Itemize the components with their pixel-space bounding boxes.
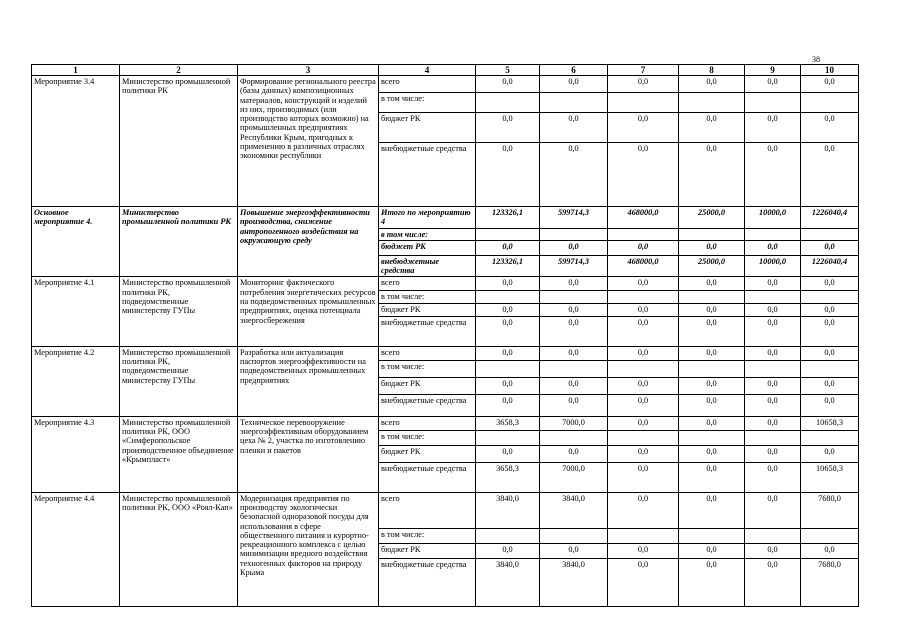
executor-cell: Министерство промышленной политики РК [120, 207, 238, 277]
amount-cell: 0,0 [476, 240, 540, 255]
amount-cell: 0,0 [608, 277, 679, 291]
amount-cell: 0,0 [745, 492, 801, 528]
amount-cell [801, 360, 859, 377]
funding-source: бюджет РК [379, 304, 476, 316]
description-cell: Разработка или актуализация паспортов энергоэффективности на подведомственных промышленных предприятиях [238, 346, 379, 416]
amount-cell: 0,0 [540, 377, 608, 394]
col-header: 7 [608, 65, 679, 76]
funding-source: бюджет РК [379, 543, 476, 558]
funding-source: бюджет РК [379, 240, 476, 255]
amount-cell [540, 430, 608, 445]
amount-cell: 7680,0 [801, 492, 859, 528]
table-row [32, 346, 859, 360]
executor-cell: Министерство промышленной политики РК, подведомственные министерству ГУПы [120, 277, 238, 346]
amount-cell [608, 291, 679, 304]
amount-cell: 0,0 [540, 346, 608, 360]
amount-cell: 0,0 [679, 558, 745, 606]
amount-cell: 0,0 [745, 543, 801, 558]
amount-cell: 0,0 [476, 445, 540, 462]
amount-cell: 0,0 [745, 416, 801, 430]
description-cell: Модернизация предприятия по производству экологически безопасной одноразовой посуды для использования в сфере общественного питания и курортно-рекреационного комплекса с целью минимизации вредного воздействия техногенных факторов на природу Крыма [238, 492, 379, 606]
description-cell: Формирование регионального реестра (базы данных) композиционных материалов, конструкций и изделий из них, производимых (или производство которых возможно) на промышленных предприятиях Республики Крым, пригодных к применению в различных отраслях экономики республики [238, 76, 379, 207]
amount-cell: 0,0 [679, 462, 745, 492]
funding-source: внебюджетные средства [379, 558, 476, 606]
amount-cell: 3840,0 [476, 492, 540, 528]
activity-name: Мероприятие 4.1 [32, 277, 120, 346]
executor-cell: Министерство промышленной политики РК [120, 76, 238, 207]
amount-cell [745, 93, 801, 113]
table-row [32, 277, 859, 291]
amount-cell [801, 430, 859, 445]
amount-cell: 0,0 [679, 492, 745, 528]
amount-cell: 0,0 [745, 143, 801, 207]
amount-cell: 123326,1 [476, 255, 540, 277]
amount-cell: 0,0 [801, 76, 859, 93]
funding-source: всего [379, 277, 476, 291]
amount-cell: 0,0 [540, 240, 608, 255]
funding-source: в том числе: [379, 528, 476, 543]
amount-cell: 10000,0 [745, 207, 801, 229]
amount-cell [608, 360, 679, 377]
header-row [32, 65, 859, 76]
amount-cell: 0,0 [745, 316, 801, 346]
amount-cell: 0,0 [801, 240, 859, 255]
col-header: 6 [540, 65, 608, 76]
amount-cell: 0,0 [608, 558, 679, 606]
amount-cell: 0,0 [745, 462, 801, 492]
amount-cell: 3840,0 [540, 558, 608, 606]
amount-cell [540, 528, 608, 543]
table-row [32, 492, 859, 528]
amount-cell: 0,0 [476, 143, 540, 207]
funding-source: в том числе: [379, 291, 476, 304]
amount-cell: 0,0 [608, 377, 679, 394]
amount-cell: 0,0 [679, 143, 745, 207]
col-header: 3 [238, 65, 379, 76]
amount-cell: 0,0 [745, 304, 801, 316]
amount-cell: 0,0 [608, 304, 679, 316]
amount-cell [679, 93, 745, 113]
amount-cell [679, 360, 745, 377]
amount-cell: 0,0 [801, 394, 859, 416]
amount-cell [476, 528, 540, 543]
amount-cell: 0,0 [540, 277, 608, 291]
amount-cell [608, 430, 679, 445]
amount-cell: 0,0 [679, 304, 745, 316]
amount-cell: 10658,3 [801, 416, 859, 430]
amount-cell: 0,0 [476, 377, 540, 394]
amount-cell: 0,0 [679, 277, 745, 291]
amount-cell: 0,0 [608, 492, 679, 528]
amount-cell: 10658,3 [801, 462, 859, 492]
amount-cell: 0,0 [608, 543, 679, 558]
amount-cell: 0,0 [679, 377, 745, 394]
amount-cell: 1226040,4 [801, 207, 859, 229]
amount-cell [801, 228, 859, 240]
amount-cell: 0,0 [476, 277, 540, 291]
col-header: 2 [120, 65, 238, 76]
col-header: 10 [801, 65, 859, 76]
funding-source: внебюджетные средства [379, 143, 476, 207]
amount-cell: 0,0 [745, 377, 801, 394]
activity-name: Мероприятие 3.4 [32, 76, 120, 207]
amount-cell: 0,0 [540, 394, 608, 416]
funding-source: всего [379, 346, 476, 360]
amount-cell [801, 93, 859, 113]
amount-cell: 0,0 [476, 76, 540, 93]
amount-cell: 0,0 [540, 143, 608, 207]
amount-cell: 3840,0 [540, 492, 608, 528]
funding-source: внебюджетные средства [379, 255, 476, 277]
amount-cell [540, 228, 608, 240]
amount-cell: 0,0 [476, 113, 540, 143]
amount-cell: 0,0 [608, 416, 679, 430]
amount-cell [679, 528, 745, 543]
funding-source: бюджет РК [379, 377, 476, 394]
amount-cell: 0,0 [476, 316, 540, 346]
amount-cell [801, 528, 859, 543]
amount-cell: 0,0 [608, 316, 679, 346]
amount-cell [745, 360, 801, 377]
funding-source: в том числе: [379, 93, 476, 113]
amount-cell: 0,0 [801, 113, 859, 143]
amount-cell: 0,0 [540, 445, 608, 462]
amount-cell: 0,0 [679, 113, 745, 143]
amount-cell: 0,0 [745, 113, 801, 143]
funding-source: внебюджетные средства [379, 394, 476, 416]
amount-cell: 3840,0 [476, 558, 540, 606]
funding-source: в том числе: [379, 430, 476, 445]
amount-cell: 0,0 [476, 394, 540, 416]
amount-cell: 1226040,4 [801, 255, 859, 277]
amount-cell: 0,0 [679, 543, 745, 558]
amount-cell: 0,0 [801, 543, 859, 558]
amount-cell [540, 291, 608, 304]
amount-cell: 0,0 [745, 76, 801, 93]
amount-cell [476, 430, 540, 445]
funding-source: внебюджетные средства [379, 316, 476, 346]
page-number: 38 [812, 55, 820, 64]
amount-cell [745, 430, 801, 445]
amount-cell: 0,0 [540, 316, 608, 346]
amount-cell: 0,0 [801, 346, 859, 360]
amount-cell: 0,0 [540, 304, 608, 316]
funding-source: в том числе: [379, 360, 476, 377]
amount-cell: 0,0 [679, 240, 745, 255]
amount-cell: 3658,3 [476, 416, 540, 430]
funding-source: всего [379, 416, 476, 430]
amount-cell: 0,0 [608, 462, 679, 492]
amount-cell: 0,0 [540, 543, 608, 558]
amount-cell [608, 228, 679, 240]
amount-cell: 25000,0 [679, 207, 745, 229]
amount-cell: 7000,0 [540, 416, 608, 430]
amount-cell: 0,0 [801, 377, 859, 394]
amount-cell: 0,0 [801, 143, 859, 207]
activity-name: Мероприятие 4.2 [32, 346, 120, 416]
amount-cell: 0,0 [679, 416, 745, 430]
amount-cell: 0,0 [608, 76, 679, 93]
activity-name: Мероприятие 4.4 [32, 492, 120, 606]
funding-source: бюджет РК [379, 113, 476, 143]
amount-cell: 0,0 [608, 113, 679, 143]
amount-cell: 0,0 [608, 240, 679, 255]
funding-source: внебюджетные средства [379, 462, 476, 492]
amount-cell: 7680,0 [801, 558, 859, 606]
col-header: 1 [32, 65, 120, 76]
amount-cell [679, 291, 745, 304]
col-header: 8 [679, 65, 745, 76]
amount-cell [476, 291, 540, 304]
amount-cell: 3658,3 [476, 462, 540, 492]
amount-cell: 0,0 [476, 304, 540, 316]
col-header: 5 [476, 65, 540, 76]
funding-source: Итого по мероприятию 4 [379, 207, 476, 229]
amount-cell: 0,0 [745, 394, 801, 416]
amount-cell: 0,0 [679, 394, 745, 416]
amount-cell: 468000,0 [608, 255, 679, 277]
amount-cell: 7000,0 [540, 462, 608, 492]
amount-cell: 0,0 [608, 445, 679, 462]
description-cell: Мониторинг фактического потребления энергетических ресурсов на подведомственных промышленных предприятиях, оценка потенциала энергосбережения [238, 277, 379, 346]
funding-source: в том числе: [379, 228, 476, 240]
amount-cell: 0,0 [801, 316, 859, 346]
amount-cell [608, 528, 679, 543]
executor-cell: Министерство промышленной политики РК, подведомственные министерству ГУПы [120, 346, 238, 416]
amount-cell [540, 360, 608, 377]
table-row [32, 76, 859, 93]
amount-cell: 0,0 [745, 558, 801, 606]
amount-cell: 10000,0 [745, 255, 801, 277]
amount-cell: 0,0 [801, 277, 859, 291]
funding-source: всего [379, 492, 476, 528]
amount-cell: 0,0 [801, 445, 859, 462]
amount-cell: 0,0 [679, 76, 745, 93]
amount-cell [679, 228, 745, 240]
funding-source: бюджет РК [379, 445, 476, 462]
amount-cell: 0,0 [608, 394, 679, 416]
amount-cell [679, 430, 745, 445]
amount-cell: 0,0 [540, 76, 608, 93]
description-cell: Повышение энергоэффективности производства, снижение антропогенного воздействия на окружающую среду [238, 207, 379, 277]
amount-cell: 0,0 [476, 346, 540, 360]
funding-table [31, 64, 859, 607]
amount-cell: 123326,1 [476, 207, 540, 229]
funding-source: всего [379, 76, 476, 93]
executor-cell: Министерство промышленной политики РК, ООО «Симферопольское производственное объединение «Крымпласт» [120, 416, 238, 492]
table-row [32, 416, 859, 430]
amount-cell: 0,0 [745, 445, 801, 462]
amount-cell: 0,0 [679, 346, 745, 360]
amount-cell: 0,0 [745, 240, 801, 255]
amount-cell [476, 93, 540, 113]
amount-cell: 25000,0 [679, 255, 745, 277]
col-header: 4 [379, 65, 476, 76]
executor-cell: Министерство промышленной политики РК, ООО «Роял-Кап» [120, 492, 238, 606]
amount-cell: 0,0 [476, 543, 540, 558]
activity-name: Основное мероприятие 4. [32, 207, 120, 277]
activity-name: Мероприятие 4.3 [32, 416, 120, 492]
amount-cell: 0,0 [540, 113, 608, 143]
amount-cell [608, 93, 679, 113]
amount-cell [745, 528, 801, 543]
amount-cell: 0,0 [801, 304, 859, 316]
amount-cell: 0,0 [745, 277, 801, 291]
description-cell: Техническое перевооружение энергоэффективным оборудованием цеха № 2, участка по изготовлению пленки и пакетов [238, 416, 379, 492]
amount-cell [745, 291, 801, 304]
amount-cell: 0,0 [745, 346, 801, 360]
amount-cell: 0,0 [679, 445, 745, 462]
table-row [32, 207, 859, 229]
amount-cell [745, 228, 801, 240]
amount-cell: 599714,3 [540, 255, 608, 277]
amount-cell: 0,0 [608, 346, 679, 360]
amount-cell: 0,0 [679, 316, 745, 346]
amount-cell [476, 228, 540, 240]
amount-cell: 599714,3 [540, 207, 608, 229]
amount-cell: 468000,0 [608, 207, 679, 229]
col-header: 9 [745, 65, 801, 76]
amount-cell [801, 291, 859, 304]
amount-cell [540, 93, 608, 113]
amount-cell [476, 360, 540, 377]
amount-cell: 0,0 [608, 143, 679, 207]
